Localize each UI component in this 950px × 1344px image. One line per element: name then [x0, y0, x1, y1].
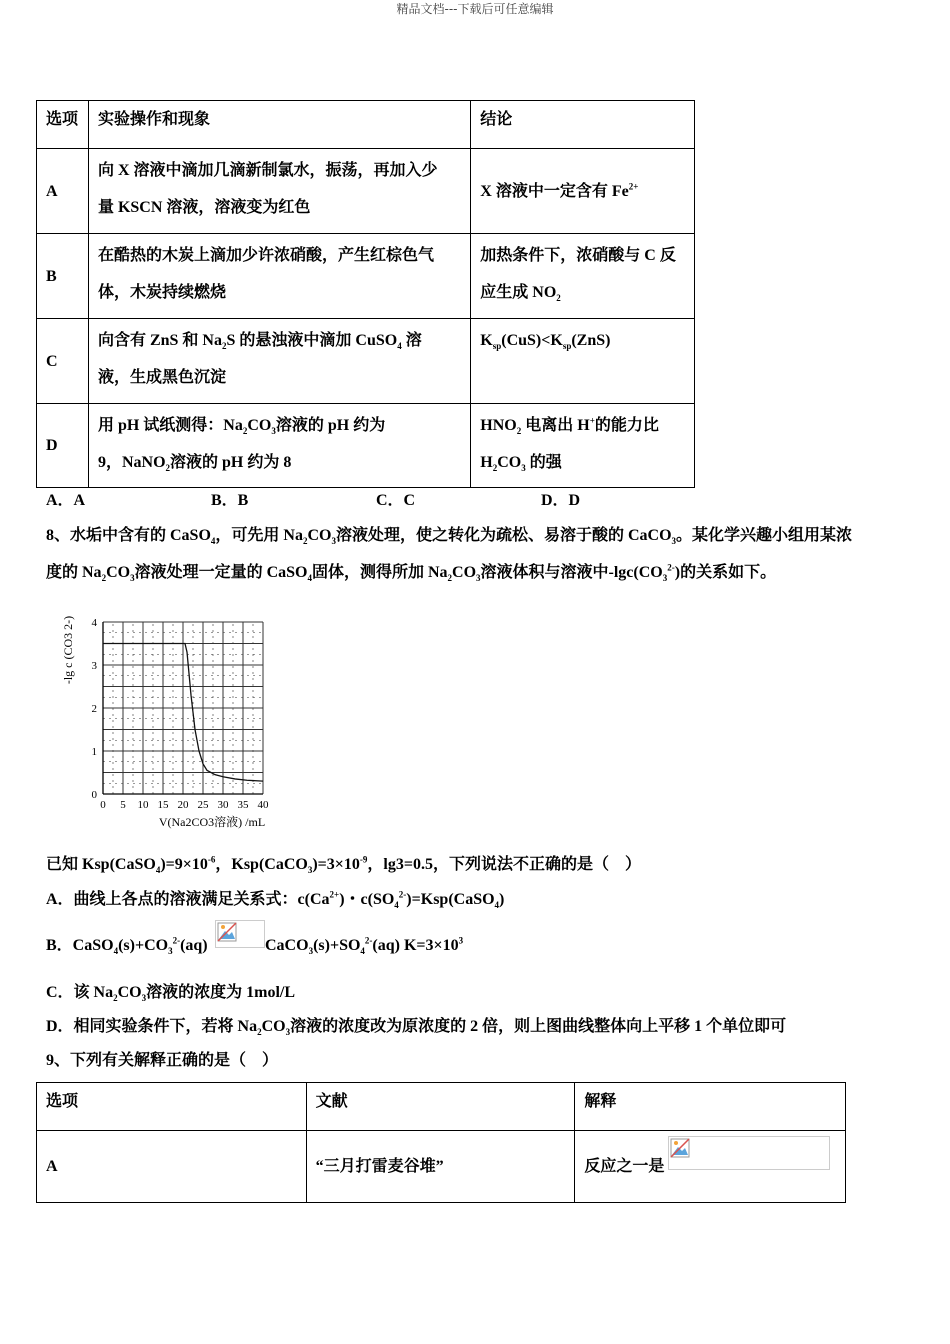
subscript: 4 [155, 865, 161, 876]
text-run: 应生成 NO [480, 284, 557, 301]
choice-d[interactable]: D．D [541, 492, 581, 509]
subscript: 3 [285, 1027, 291, 1038]
x-axis-label: V(Na2CO3溶液) /mL [158, 815, 266, 829]
text-run: )・c(SO [339, 891, 395, 908]
superscript: -6 [207, 854, 216, 865]
text-run: 溶 [401, 332, 422, 349]
q8-stem-line1 [46, 526, 852, 546]
subscript: 3 [662, 573, 668, 584]
text-run: 溶液的浓度改为原浓度的 2 倍，则上图曲线整体向上平移 1 个单位即可 [290, 1018, 787, 1035]
row-operation [89, 404, 470, 481]
text-run: 溶液处理，使之转化为疏松、易溶于酸的 CaCO [335, 527, 672, 544]
subscript: 4 [494, 900, 500, 911]
x-tick-label: 0 [100, 799, 106, 811]
text-run: 加热条件下，浓硝酸与 C 反 [480, 247, 676, 264]
row-conclusion [471, 234, 694, 311]
y-tick-label: 3 [91, 660, 97, 672]
subscript: 3 [308, 946, 314, 957]
x-tick-label: 30 [217, 799, 229, 811]
subscript: 4 [307, 573, 312, 584]
text-run: X 溶液中一定含有 Fe [480, 182, 629, 200]
text-run: (aq) K=3×10 [372, 937, 459, 954]
text-run: 液，生成黑色沉淀 [97, 369, 226, 386]
text-run: C．该 Na [46, 984, 114, 1001]
text-line [98, 189, 461, 226]
text-run: 溶液处理一定量的 CaSO [134, 564, 308, 581]
subscript: 2 [556, 293, 561, 304]
text-run: 在酷热的木炭上滴加少许浓硝酸，产生红棕色气 [97, 247, 434, 264]
y-tick-label: 2 [91, 703, 97, 715]
q8-known [46, 855, 641, 875]
q8-option-c[interactable] [46, 983, 295, 1003]
text-run: )=Ksp(CaSO [406, 891, 495, 908]
y-tick-label: 4 [91, 617, 97, 629]
table-row [37, 234, 695, 319]
choice-a[interactable]: A．A [46, 492, 86, 509]
superscript: 2- [172, 935, 181, 946]
text-run: ) [499, 891, 505, 908]
choice-c[interactable]: C．C [376, 492, 416, 509]
subscript: sp [492, 341, 502, 352]
x-tick-label: 20 [177, 799, 189, 811]
text-run: 量 KSCN 溶液，溶液变为红色 [97, 199, 311, 216]
q8-option-d[interactable] [46, 1017, 786, 1037]
text-run: 。某化学兴趣小组用某浓 [676, 527, 853, 544]
subscript: 2 [302, 536, 308, 547]
text-line [98, 237, 461, 274]
row-operation [89, 319, 470, 396]
row-operation [89, 234, 470, 311]
text-run: 度的 Na [46, 564, 102, 581]
header-option: 选项 [46, 1093, 79, 1110]
text-run: )=3×10 [312, 856, 360, 873]
text-run: CO [247, 417, 272, 434]
row-conclusion [471, 319, 694, 359]
superscript: -9 [359, 854, 368, 865]
y-tick-label: 1 [91, 746, 97, 758]
y-tick-label: 0 [91, 789, 97, 801]
page-header: 精品文档---下载后可任意编辑 [396, 2, 554, 16]
subscript: 2 [221, 341, 227, 352]
table-row [37, 319, 695, 404]
header-literature: 文献 [315, 1093, 348, 1110]
row-option: B [46, 267, 57, 285]
superscript: 2- [398, 889, 407, 900]
superscript: + [589, 415, 595, 426]
text-run: )的关系如下。 [674, 564, 777, 581]
row-option: D [46, 437, 58, 454]
broken-image-icon [668, 1136, 830, 1170]
subscript: 2 [113, 993, 118, 1004]
text-run: H [480, 454, 493, 471]
table-row [37, 404, 695, 488]
subscript: 2 [516, 426, 522, 437]
text-run: (aq) [180, 937, 208, 954]
broken-image-icon [215, 920, 265, 948]
text-run: (s)+SO [313, 937, 361, 954]
row-literature: “三月打雷麦谷堆” [315, 1158, 444, 1175]
subscript: 3 [521, 463, 526, 474]
row-operation [89, 149, 470, 226]
y-axis-label: -lg c (CO3 2-) [61, 615, 75, 685]
choice-b[interactable]: B．B [211, 492, 249, 509]
text-line [480, 322, 685, 359]
text-line [98, 152, 461, 189]
header-operation: 实验操作和现象 [97, 111, 210, 128]
text-run: CO [261, 1018, 286, 1035]
subscript: 4 [394, 900, 399, 911]
text-run: 体，木炭持续燃烧 [97, 284, 226, 301]
subscript: 3 [307, 865, 313, 876]
text-run: 溶液的浓度为 1mol/L [146, 984, 296, 1001]
text-run: 的能力比 [594, 417, 659, 434]
text-run: 固体，测得所加 Na [311, 564, 448, 581]
x-tick-label: 5 [120, 799, 126, 811]
text-run: CO [106, 564, 131, 581]
header-option: 选项 [46, 111, 79, 128]
text-run: 向 X 溶液中滴加几滴新制氯水，振荡，再加入少 [97, 162, 438, 179]
text-line [480, 444, 685, 481]
text-run: 溶液的 pH 约为 [275, 417, 386, 434]
header-explanation: 解释 [584, 1093, 617, 1110]
text-run: 已知 Ksp(CaSO [46, 856, 156, 873]
superscript: 2- [364, 935, 373, 946]
x-tick-label: 10 [137, 799, 149, 811]
text-run: 溶液体积与溶液中-lgc(CO [480, 564, 663, 581]
text-run: 9，NaNO [97, 454, 166, 471]
text-line [98, 407, 461, 444]
text-run: (CuS)<K [501, 332, 563, 349]
text-run: CO [452, 564, 477, 581]
text-line [480, 274, 685, 311]
text-line [480, 407, 685, 444]
q8-option-b-right[interactable] [265, 936, 463, 956]
x-tick-label: 35 [237, 799, 249, 811]
text-run: CO [307, 527, 332, 544]
subscript: 2 [492, 463, 498, 474]
x-tick-label: 15 [157, 799, 169, 811]
q9-stem: 9、下列有关解释正确的是（ ） [46, 1052, 279, 1069]
x-tick-label: 25 [197, 799, 209, 811]
text-line [98, 359, 461, 396]
text-run: HNO [480, 417, 517, 434]
text-run: )=9×10 [160, 856, 208, 873]
text-run: D．相同实验条件下，若将 Na [46, 1018, 258, 1035]
text-run: 8、水垢中含有的 CaSO [46, 527, 211, 544]
text-run: K [480, 332, 493, 349]
subscript: 3 [476, 573, 481, 584]
subscript: 2 [242, 426, 248, 437]
subscript: 3 [168, 946, 173, 957]
text-line [480, 173, 685, 210]
subscript: 3 [331, 536, 336, 547]
superscript: 2+ [329, 889, 340, 900]
subscript: 2 [447, 573, 453, 584]
text-run: A．曲线上各点的溶液满足关系式：c(Ca [46, 891, 330, 908]
text-run: CaCO [265, 937, 309, 954]
text-run: 溶液的 pH 约为 8 [170, 454, 292, 471]
text-line [98, 444, 461, 481]
header-conclusion: 结论 [480, 111, 513, 128]
row-option: C [46, 352, 58, 370]
row-option: A [46, 1158, 58, 1175]
superscript: 2- [667, 562, 675, 573]
text-run: S 的悬浊液中滴加 CuSO [226, 332, 398, 349]
text-run: ，Ksp(CaCO [215, 856, 308, 873]
superscript: 3 [458, 935, 464, 946]
text-run: (ZnS) [571, 332, 611, 349]
subscript: 3 [671, 536, 677, 547]
text-run: ，可先用 Na [215, 527, 303, 544]
text-line [98, 322, 461, 359]
q8-option-b-left[interactable] [46, 936, 208, 956]
subscript: 4 [210, 536, 216, 547]
subscript: 2 [165, 463, 171, 474]
q8-stem-line2 [46, 563, 776, 583]
text-run: 向含有 ZnS 和 Na [97, 332, 222, 349]
subscript: 3 [271, 426, 276, 437]
subscript: 4 [113, 946, 119, 957]
row-option: A [46, 182, 58, 200]
subscript: 3 [141, 993, 147, 1004]
q7-table [36, 100, 695, 488]
subscript: 2 [101, 573, 107, 584]
row-conclusion [471, 173, 694, 210]
text-run: (s)+CO [118, 937, 169, 954]
subscript: 4 [397, 341, 402, 352]
text-line [98, 274, 461, 311]
table-row [37, 149, 695, 234]
subscript: sp [562, 341, 572, 352]
text-run: ，lg3=0.5，下列说法不正确的是（ ） [367, 856, 641, 873]
text-run: CO [497, 454, 522, 471]
row-explanation: 反应之一是 [584, 1158, 665, 1175]
superscript: 2+ [628, 181, 639, 192]
text-line [480, 237, 685, 274]
subscript: 3 [130, 573, 135, 584]
chart [40, 610, 280, 835]
text-run: 用 pH 试纸测得：Na [97, 417, 243, 434]
subscript: 2 [257, 1027, 262, 1038]
subscript: 4 [360, 946, 365, 957]
x-tick-label: 40 [257, 799, 269, 811]
text-run: B．CaSO [46, 937, 114, 954]
text-run: CO [117, 984, 142, 1001]
text-run: 电离出 H [521, 417, 590, 434]
q8-option-a[interactable] [46, 890, 504, 910]
row-conclusion [471, 404, 694, 481]
text-run: 的强 [525, 454, 562, 471]
